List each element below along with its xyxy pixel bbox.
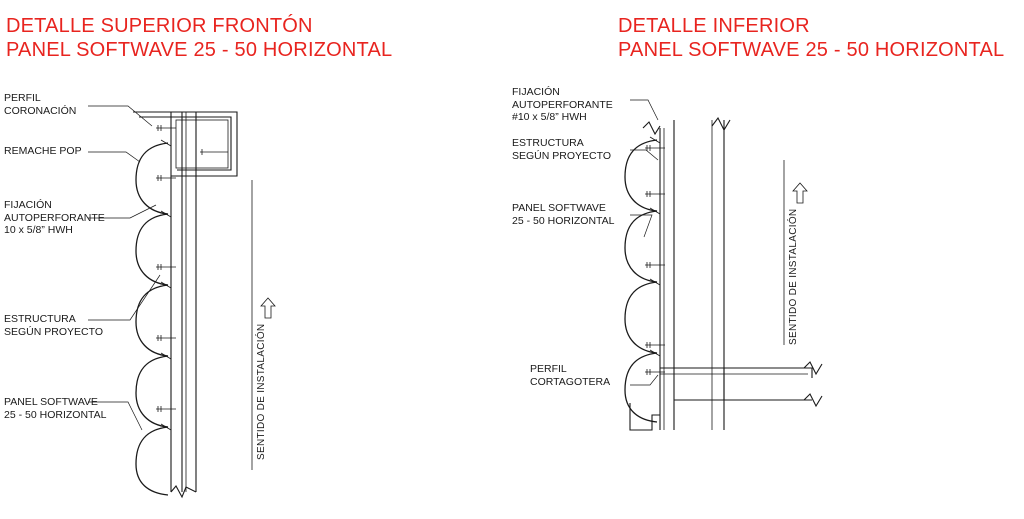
- label-remache-pop: REMACHE POP: [4, 145, 82, 157]
- label-fijacion-autoperforante-right: FIJACIÓN AUTOPERFORANTE #10 x 5/8” HWH: [512, 86, 613, 123]
- left-title-line1: DETALLE SUPERIOR FRONTÓN: [6, 15, 313, 37]
- label-panel-softwave: PANEL SOFTWAVE 25 - 50 HORIZONTAL: [4, 396, 107, 421]
- label-perfil-cortagotera: PERFIL CORTAGOTERA: [530, 363, 611, 388]
- left-title-line2: PANEL SOFTWAVE 25 - 50 HORIZONTAL: [6, 39, 393, 61]
- right-title-line2: PANEL SOFTWAVE 25 - 50 HORIZONTAL: [618, 39, 1005, 61]
- label-panel-softwave-right: PANEL SOFTWAVE 25 - 50 HORIZONTAL: [512, 202, 615, 227]
- left-direction-note: SENTIDO DE INSTALACIÓN: [256, 323, 267, 460]
- right-direction-note: SENTIDO DE INSTALACIÓN: [788, 208, 799, 345]
- label-perfil-coronacion: PERFIL CORONACIÓN: [4, 92, 77, 117]
- label-estructura-segun-proyecto-right: ESTRUCTURA SEGÚN PROYECTO: [512, 137, 611, 162]
- label-estructura-segun-proyecto: ESTRUCTURA SEGÚN PROYECTO: [4, 313, 103, 338]
- detail-right-inferior: [512, 0, 1024, 519]
- label-fijacion-autoperforante: FIJACIÓN AUTOPERFORANTE 10 x 5/8” HWH: [4, 199, 105, 236]
- right-technical-drawing: [512, 0, 1024, 519]
- right-title-line1: DETALLE INFERIOR: [618, 15, 810, 37]
